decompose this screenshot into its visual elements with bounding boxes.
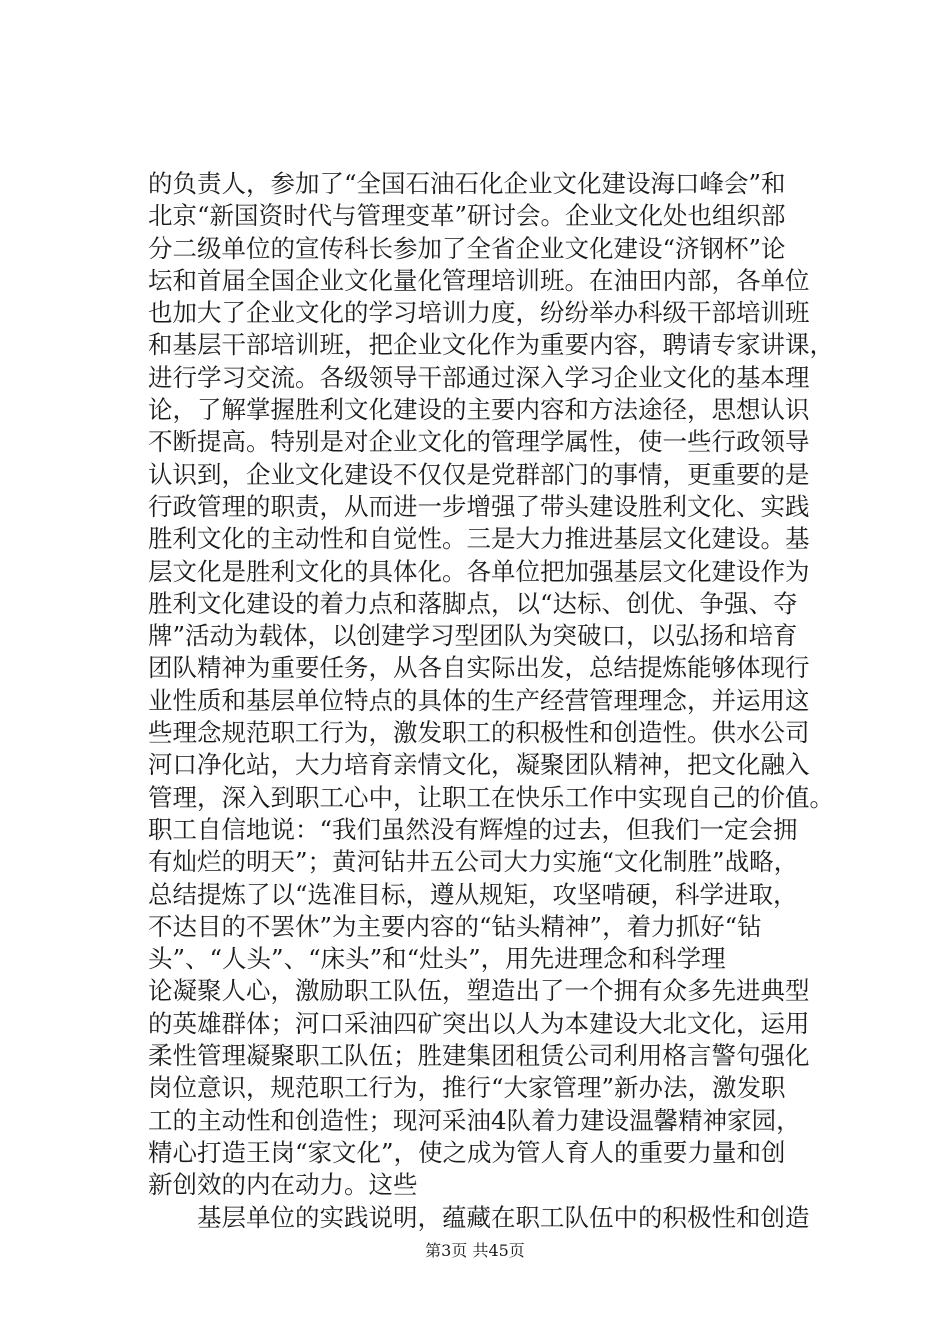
text-line: 行政管理的职责，从而进一步增强了带头建设胜利文化、实践	[148, 491, 810, 521]
text-line: 精心打造王岗“家文化”，使之成为管人育人的重要力量和创	[148, 1137, 786, 1167]
text-line: 和基层干部培训班，把企业文化作为重要内容，聘请专家讲课，	[148, 330, 834, 360]
text-line: 论，了解掌握胜利文化建设的主要内容和方法途径，思想认识	[148, 395, 810, 425]
text-line: 牌”活动为载体，以创建学习型团队为突破口，以弘扬和培育	[148, 621, 798, 651]
text-line: 的英雄群体；河口采油四矿突出以人为本建设大北文化，运用	[148, 1008, 810, 1038]
text-line: 些理念规范职工行为，激发职工的积极性和创造性。供水公司	[148, 718, 810, 748]
text-line: 胜利文化建设的着力点和落脚点，以“达标、创优、争强、夺	[148, 588, 798, 618]
text-line: 胜利文化的主动性和自觉性。三是大力推进基层文化建设。基	[148, 524, 810, 554]
text-line: 头”、“人头”、“床头”和“灶头”，用先进理念和科学理	[148, 944, 726, 974]
text-line: 坛和首届全国企业文化量化管理培训班。在油田内部，各单位	[148, 265, 810, 295]
text-line: 河口净化站，大力培育亲情文化，凝聚团队精神，把文化融入	[148, 750, 810, 780]
text-line: 层文化是胜利文化的具体化。各单位把加强基层文化建设作为	[148, 556, 810, 586]
text-line: 分二级单位的宣传科长参加了全省企业文化建设“济钢杯”论	[148, 233, 786, 263]
text-line: 岗位意识，规范职工行为，推行“大家管理”新办法，激发职	[148, 1073, 786, 1103]
text-line: 不断提高。特别是对企业文化的管理学属性，使一些行政领导	[148, 427, 810, 457]
text-line: 工的主动性和创造性；现河采油4队着力建设温馨精神家园，	[148, 1105, 801, 1135]
text-line: 也加大了企业文化的学习培训力度，纷纷举办科级干部培训班	[148, 298, 810, 328]
page-number: 第3页 共45页	[425, 1241, 525, 1260]
paragraph-first-line: 基层单位的实践说明，蕴藏在职工队伍中的积极性和创造	[197, 1202, 810, 1232]
text-line: 认识到，企业文化建设不仅仅是党群部门的事情，更重要的是	[148, 459, 810, 489]
text-line: 业性质和基层单位特点的具体的生产经营管理理念，并运用这	[148, 685, 810, 715]
text-line: 管理，深入到职工心中，让职工在快乐工作中实现自己的价值。	[148, 782, 834, 812]
body-text	[148, 168, 858, 1234]
text-line: 不达目的不罢休”为主要内容的“钻头精神”，着力抓好“钻	[148, 911, 762, 941]
text-line: 柔性管理凝聚职工队伍；胜建集团租赁公司利用格言警句强化	[148, 1041, 810, 1071]
text-line: 职工自信地说：“我们虽然没有辉煌的过去，但我们一定会拥	[148, 814, 798, 844]
text-line: 团队精神为重要任务，从各自实际出发，总结提炼能够体现行	[148, 653, 810, 683]
text-line: 总结提炼了以“选准目标，遵从规矩，攻坚啃硬，科学进取，	[148, 879, 798, 909]
text-line: 有灿烂的明天”；黄河钻井五公司大力实施“文化制胜”战略，	[148, 847, 799, 877]
text-line: 的负责人，参加了“全国石油石化企业文化建设海口峰会”和	[148, 169, 786, 198]
text-line: 北京“新国资时代与管理变革”研讨会。企业文化处也组织部	[148, 201, 786, 231]
text-line: 论凝聚人心，激励职工队伍，塑造出了一个拥有众多先进典型	[148, 976, 810, 1006]
text-line: 新创效的内在动力。这些	[148, 1170, 418, 1200]
text-line: 进行学习交流。各级领导干部通过深入学习企业文化的基本理	[148, 362, 810, 392]
page-footer	[0, 1238, 950, 1261]
